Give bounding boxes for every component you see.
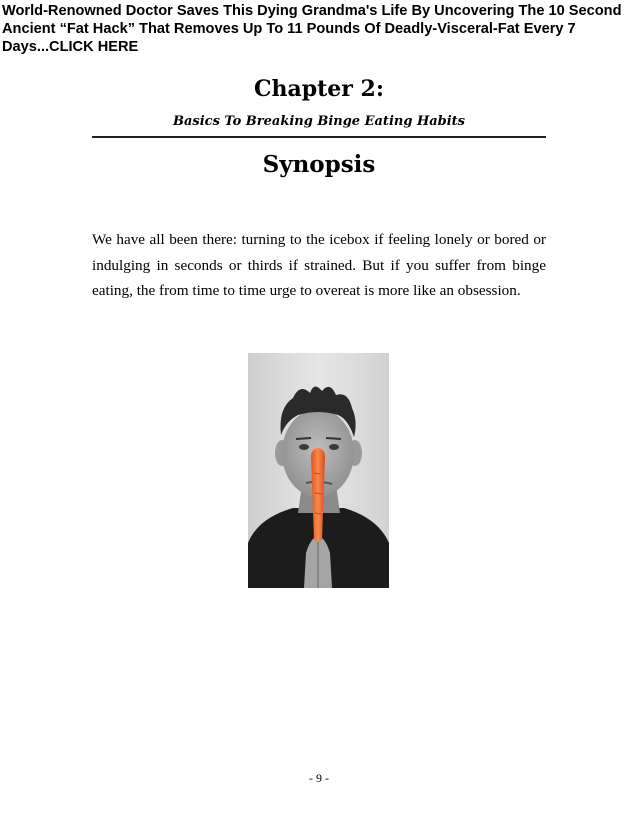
photo-illustration [248,353,389,588]
synopsis-paragraph: We have all been there: turning to the icebox if feeling lonely or bored or indulging in seconds or thirds if strained. But if you suffer from binge eating, the from time to time urge to overeat is more like an obsession. [92,231,546,299]
man-with-carrot-photo [248,353,389,588]
chapter-subtitle: Basics To Breaking Binge Eating Habits [172,114,466,129]
left-eye [299,444,309,450]
page-number: - 9 - [309,771,329,785]
section-heading: Synopsis [262,151,376,178]
horizontal-divider [92,136,546,138]
right-eyebrow [326,438,341,439]
chapter-title [0,76,638,102]
right-eye [329,444,339,450]
ad-banner-link[interactable]: World-Renowned Doctor Saves This Dying Grandma's Life By Uncovering The 10 Second Ancient “Fat Hack” That Removes Up To 11 Pounds Of Deadly-Visceral-Fat Every 7 Days...CLICK HERE [2,3,622,55]
left-eyebrow [296,438,311,439]
chapter-title-text: Chapter 2: [254,76,384,102]
